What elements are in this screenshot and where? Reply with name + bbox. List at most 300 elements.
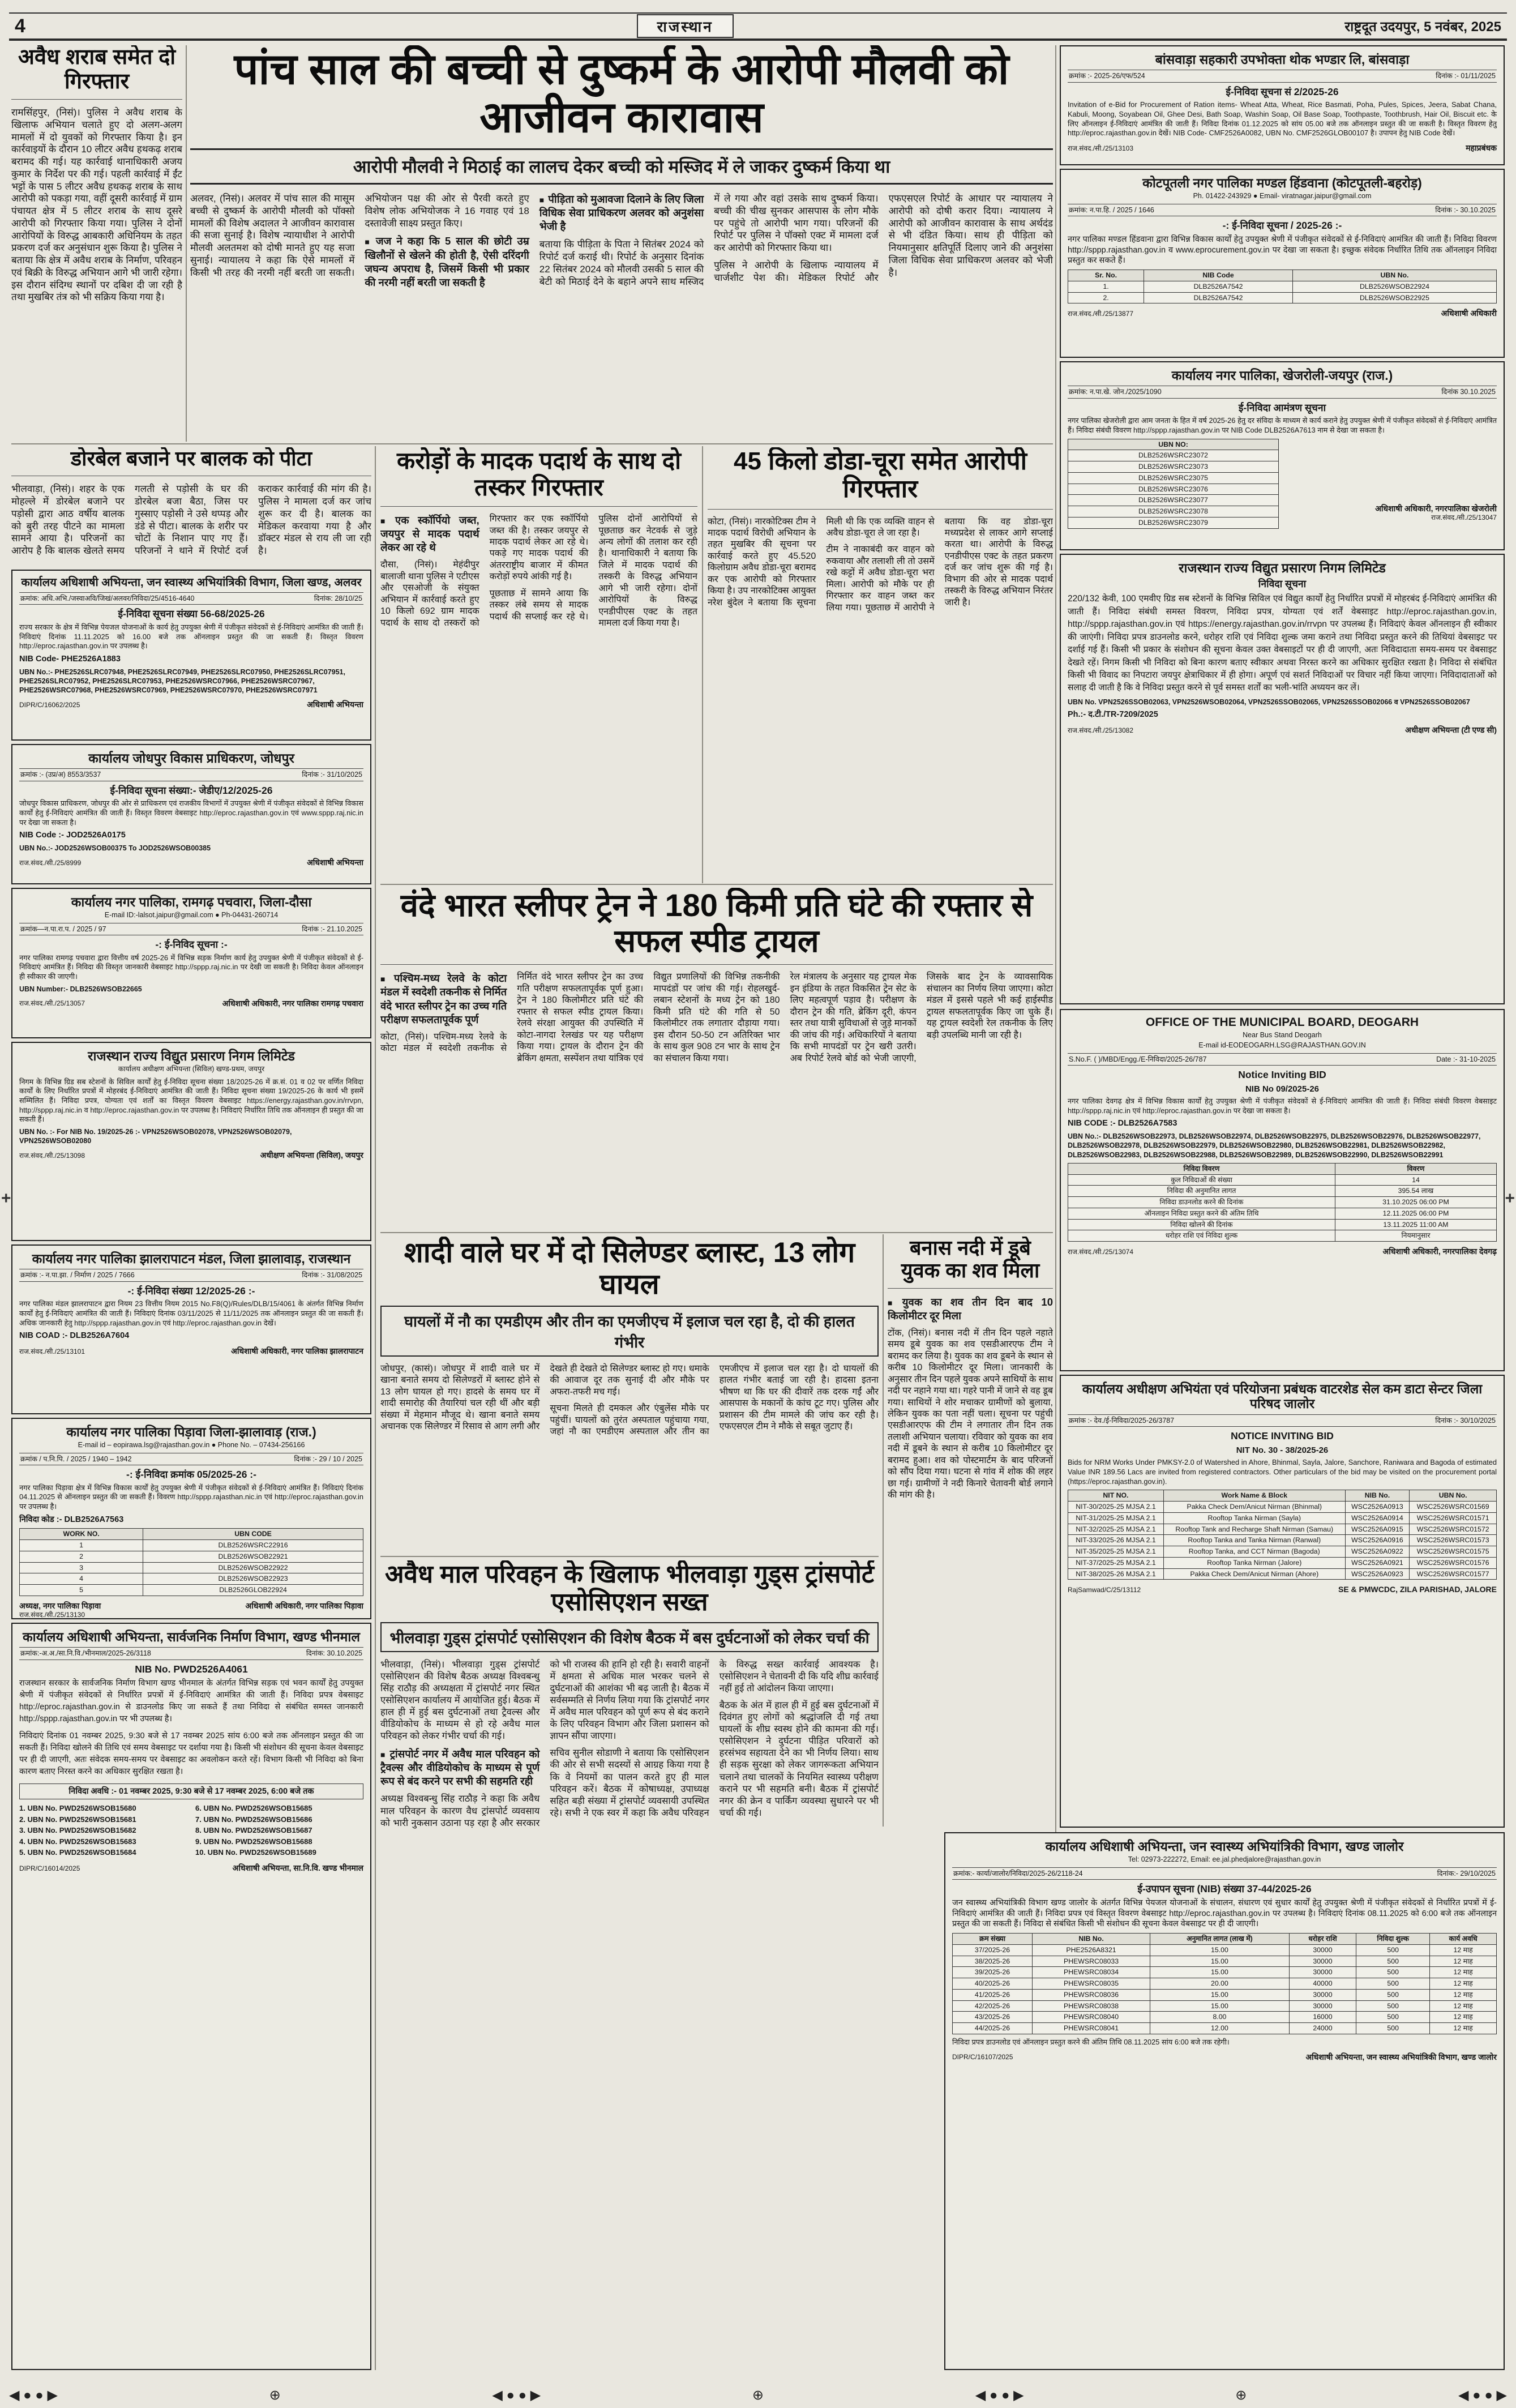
table-cell: 15.00 (1150, 1956, 1290, 1967)
table-cell: NIT-32/2025-25 MJSA 2.1 (1068, 1524, 1164, 1535)
notice-regno: राज.संवद./सी./25/13103 (1068, 144, 1134, 152)
notice-deogarh (1060, 1009, 1505, 1371)
notice-signatory-secondary: अध्यक्ष, नगर पालिका पिड़ावा (19, 1601, 101, 1610)
page-number: 4 (15, 15, 25, 37)
notice-ubn: UBN No. :- For NIB No. 19/2025-26 :- VPN2526WSOB02078, VPN2526WSOB02079, VPN2526WSOB02080 (19, 1127, 292, 1145)
lead-paragraph: पुलिस ने आरोपी के खिलाफ न्यायालय में चार्जशीट पेश की। मेडिकल रिपोर्ट और एफएसएल रिपोर्ट के आधार पर न्यायालय ने आरोपी को दोषी करार दिया। न्यायालय ने आरोपी को आजीवन कारावास के साथ अर्थदंड से भी दंडित किया। साथ ही पीड़िता को नियमानुसार क्षतिपूर्ति दिलाए जाने की अनुशंसा जिला विधिक सेवा प्राधिकरण अलवर को भेजी है। (714, 193, 1053, 283)
notice-subtitle: ई-उपापन सूचना (NIB) संख्या 37-44/2025-26 (1137, 1883, 1312, 1894)
table-cell: DLB2526GLOB22924 (143, 1585, 363, 1596)
notice-subtitle: ई-निविदा आमंत्रण सूचना (1238, 401, 1326, 413)
notice-signatory: अधिशाषी अभियन्ता (307, 700, 363, 709)
headline-rule (380, 964, 1053, 965)
notice-ubn: UBN No. VPN2526SSOB02063, VPN2526WSOB02064, VPN2526SSOB02065, VPN2526SSOB02066 व VPN2526SSOB02067 (1068, 698, 1470, 706)
table-header-cell: NIT NO. (1068, 1490, 1164, 1502)
article-body (380, 1659, 879, 1829)
notice-ref: क्रमांक—न.पा.रा.प. / 2025 / 97 (20, 925, 106, 933)
column-rule (375, 446, 376, 2370)
table-row (20, 1540, 363, 1551)
section-title: राजस्थान (637, 14, 734, 38)
notice-nit-number: NIT No. 30 - 38/2025-26 (1236, 1445, 1329, 1455)
print-marks (9, 2387, 1507, 2403)
lead-paragraph: बताया कि पीड़िता के पिता ने सितंबर 2024 को रिपोर्ट दर्ज कराई थी। रिपोर्ट के अनुसार दिनांक 22 सितंबर 2024 को मौलवी उसकी 5 साल की बेटी को मिठाई देने के बहाने अपने साथ मस्जिद में ले गया और वहां उसके साथ दुष्कर्म किया। बच्ची की चीख सुनकर आसपास के लोग मौके पर पहुंचे तो आरोपी भाग गया। परिजनों की रिपोर्ट पर पुलिस ने पॉक्सो एक्ट में मामला दर्ज कर आरोपी को गिरफ्तार किया था। (539, 193, 879, 287)
table-row (953, 2012, 1497, 2023)
headline-rule (11, 99, 182, 100)
notice-jalore-phed (944, 1832, 1505, 2370)
table-cell: 1 (20, 1540, 143, 1551)
bullet-square-icon: ■ (380, 974, 390, 984)
article-headline: डोरबेल बजाने पर बालक को पीटा (70, 447, 312, 470)
article-headline: अवैध शराब समेत दो गिरफ्तार (18, 45, 176, 93)
notice-regno: राज.संवद./सी./25/13082 (1068, 726, 1134, 734)
table-cell: DLB2526WSRC23075 (1068, 472, 1279, 484)
table-row (1068, 1535, 1497, 1546)
article-body (11, 483, 371, 559)
article-paragraph: टीम ने नाकाबंदी कर वाहन को रुकवाया और तलाशी ली तो उसमें रखे कट्टों में अवैध डोडा-चूरा भरा मिला। आरोपी को मौके पर ही गिरफ्तार कर वाहन जब्त कर लिया गया। पूछताछ में आरोपी ने बताया कि वह डोडा-चूरा मध्यप्रदेश से लाकर आगे सप्लाई करता था। आरोपी के विरुद्ध एनडीपीएस एक्ट के तहत प्रकरण दर्ज कर जांच शुरू की गई है। विभाग की ओर से मादक पदार्थ तस्करी के विरुद्ध अभियान निरंतर जारी है। (826, 516, 1053, 613)
notice-ref: क्रमांक :- न.पा.झा. / निर्माण / 2025 / 7666 (20, 1271, 135, 1280)
notice-pidawa (11, 1418, 371, 1619)
notice-regno: राज.संवद./सी./25/13098 (19, 1151, 85, 1160)
table-row (1068, 1230, 1497, 1242)
table-cell: PHEWSRC08035 (1033, 1978, 1150, 1990)
table-cell: 500 (1356, 1978, 1430, 1990)
table-header-cell: UBN No. (1410, 1490, 1497, 1502)
article-headline: करोड़ों के मादक पदार्थ के साथ दो तस्कर गिरफ्तार (397, 447, 681, 501)
notice-signatory: अधिशाषी अधिकारी, नगर पालिका रामगढ़ पचवारा (222, 998, 363, 1008)
notice-contact: E-mail ID:-lalsot.jaipur@gmail.com ● Ph-04431-260714 (104, 911, 279, 919)
registration-mark: + (1505, 1189, 1515, 1208)
notice-note: निविदा प्रपत्र डाउनलोड एवं ऑनलाइन प्रस्तुत करने की अंतिम तिथि 08.11.2025 सांय 6:00 बजे तक रहेगी। (952, 2037, 1230, 2046)
list-item: 6. UBN No. PWD2526WSOB15685 (195, 1804, 312, 1813)
article-dorbel (11, 447, 371, 566)
table-cell: 500 (1356, 2023, 1430, 2034)
table-cell: 15.00 (1150, 1944, 1290, 1956)
article-headline: अवैध माल परिवहन के खिलाफ भीलवाड़ा गुड्स ट्रांसपोर्ट एसोसिएशन सख्त (384, 1560, 875, 1616)
table-header-cell: कार्य अवधि (1430, 1934, 1497, 1945)
table-cell: 30000 (1289, 2000, 1356, 2012)
notice-title: कार्यालय अधिशाषी अभियन्ता, जन स्वास्थ्य अभियांत्रिकी विभाग, खण्ड जालोर (1045, 1839, 1404, 1854)
notice-nib-number: NIB No 09/2025-26 (1245, 1084, 1320, 1094)
table-cell: PHEWSRC08038 (1033, 2000, 1150, 2012)
table-cell: कुल निविदाओं की संख्या (1068, 1174, 1335, 1186)
table-cell: PHEWSRC08034 (1033, 1967, 1150, 1978)
table-header-cell: Work Name & Block (1163, 1490, 1345, 1502)
article-bullet-text: युवक का शव तीन दिन बाद 10 किलोमीटर दूर मिला (888, 1295, 1053, 1321)
table-cell: धरोहर राशि एवं निविदा शुल्क (1068, 1230, 1335, 1242)
table-cell: PHEWSRC08040 (1033, 2012, 1150, 2023)
table-row (1068, 517, 1279, 528)
table-cell: 15.00 (1150, 1989, 1290, 2000)
table-header-cell: NIB No. (1033, 1934, 1150, 1945)
table-cell: 12.00 (1150, 2023, 1290, 2034)
notice-subtitle: निविदा सूचना (1258, 578, 1307, 590)
table-cell: DLB2526A7542 (1144, 281, 1293, 292)
notice-rvpn-left (11, 1042, 371, 1241)
list-item: ⊕ (269, 2388, 281, 2403)
notice-ramgarh-pachwara (11, 888, 371, 1038)
table-row (1068, 461, 1279, 473)
table-cell: WSC2526WSRC01569 (1410, 1502, 1497, 1513)
notice-regno: राज.संवद./सी./25/13047 (1431, 513, 1497, 521)
notice-date: दिनांक:- 29/10/2025 (1437, 1869, 1496, 1877)
notice-ref-line (19, 923, 363, 935)
article-headline: 45 किलो डोडा-चूरा समेत आरोपी गिरफ्तार (734, 447, 1027, 503)
list-item: ⊕ (752, 2388, 764, 2403)
notice-body: राजस्थान सरकार के सार्वजनिक निर्माण विभाग खण्ड भीनमाल के अंतर्गत विभिन्न सड़क एवं भवन कार्यों हेतु उपयुक्त श्रेणी में पंजीकृत संवेदकों से निर्धारित प्रपत्रों में ई-निविदाएं आमंत्रित की जाती हैं। निविदा प्रपत्र वेबसाइट http://eproc.rajasthan.gov.in से डाउनलोड किए जा सकते हैं तथा निविदा से संबंधित समस्त जानकारी http://sppp.rajasthan.gov.in पर भी उपलब्ध है। (19, 1679, 363, 1724)
table-header-cell: निविदा शुल्क (1356, 1934, 1430, 1945)
notice-body: राज्य सरकार के क्षेत्र में विभिन्न पेयजल योजनाओं के कार्य हेतु उपयुक्त श्रेणी में पंजीकृत संवेदकों से ई-निविदाएं आमंत्रित की जाती हैं। निविदाएं दिनांक 11.11.2025 को 16.00 बजे तक ऑनलाइन प्रस्तुत की जा सकती हैं। विस्तृत विवरण http://eproc.rajasthan.gov.in पर उपलब्ध है। (19, 623, 363, 651)
bullet-square-icon: ■ (888, 1298, 898, 1307)
notice-jodhpur-jda (11, 744, 371, 884)
notice-title: राजस्थान राज्य विद्युत प्रसारण निगम लिमिटेड (1179, 561, 1386, 575)
notice-date: दिनांक :- 29 / 10 / 2025 (294, 1455, 362, 1463)
notice-alwar-phed (11, 570, 371, 741)
article-paragraph: भीलवाड़ा, (निसं)। भीलवाड़ा गुड्स ट्रांसपोर्ट एसोसिएशन की विशेष बैठक अध्यक्ष विश्वबन्धु सिंह राठौड़ की अध्यक्षता में ट्रांसपोर्ट नगर स्थित एसोसिएशन कार्यालय में आयोजित हुई। बैठक में हाल ही में हुई बस दुर्घटनाओं तथा ट्रैवल्स और वीडियोकोच के माध्यम से हो रहे अवैध माल परिवहन को लेकर गंभीर चर्चा की गई। (380, 1659, 540, 1742)
notice-subtitle: ई-निविदा सूचना संख्या:- जेडीए/12/2025-26 (110, 784, 273, 796)
table-cell: 30000 (1289, 1956, 1356, 1967)
table-cell: 500 (1356, 1989, 1430, 2000)
table-cell: 12 माह (1430, 2012, 1497, 2023)
notice-title: कार्यालय अधीक्षण अभियंता एवं परियोजना प्रबंधक वाटरशेड सेल कम डाटा सेन्टर जिला परिषद जालोर (1082, 1382, 1483, 1412)
article-lead (190, 45, 1053, 442)
section-rule (380, 1556, 879, 1557)
article-subhead: भीलवाड़ा गुड्स ट्रांसपोर्ट एसोसिएशन की विशेष बैठक में बस दुर्घटनाओं को लेकर चर्चा की (380, 1622, 879, 1652)
notice-kotputli (1060, 169, 1505, 358)
notice-schedule: निविदा अवधि :- 01 नवम्बर 2025, 9:30 बजे से 17 नवम्बर 2025, 6:00 बजे तक (19, 1783, 363, 1800)
notice-regno: राज.संवद./सी./25/13074 (1068, 1247, 1134, 1256)
table-cell: NIT-30/2025-25 MJSA 2.1 (1068, 1502, 1164, 1513)
table-row (953, 2000, 1497, 2012)
notice-title: कार्यालय नगर पालिका, खेजरोली-जयपुर (राज.) (1171, 368, 1393, 383)
table-header-cell: UBN CODE (143, 1529, 363, 1540)
notice-title: कार्यालय अधिशाषी अभियन्ता, जन स्वास्थ्य अभियांत्रिकी विभाग, जिला खण्ड, अलवर (21, 576, 362, 589)
article-bullet-text: पश्चिम-मध्य रेलवे के कोटा मंडल में स्वदेशी तकनीक से निर्मित वंदे भारत स्लीपर ट्रेन का उच्च गति परीक्षण सफलतापूर्वक पूर्ण (380, 972, 507, 1025)
notice-bhinmal-pwd (11, 1623, 371, 2370)
notice-contact: Ph. 01422-243929 ● Email- viratnagar.jaipur@gmail.com (1193, 192, 1372, 200)
notice-regno: DIPR/C/16062/2025 (19, 701, 80, 709)
table-cell: 40/2025-26 (953, 1978, 1033, 1990)
table-cell: 30000 (1289, 1967, 1356, 1978)
table-cell: PHE2526A8321 (1033, 1944, 1150, 1956)
table-row (1068, 450, 1279, 461)
notice-table (1068, 439, 1279, 529)
notice-date: दिनांक :- 30/10/2025 (1435, 1416, 1496, 1425)
table-cell: 4 (20, 1573, 143, 1585)
notice-nib-code: निविदा कोड :- DLB2526A7563 (19, 1515, 124, 1524)
table-cell: WSC2526A0915 (1345, 1524, 1410, 1535)
table-header-cell: UBN No. (1292, 270, 1496, 281)
table-row (953, 1989, 1497, 2000)
article-headline: शादी वाले घर में दो सिलेण्डर ब्लास्ट, 13 लोग घायल (404, 1237, 855, 1300)
article-bullet-text: एक स्कॉर्पियो जब्त, जयपुर से मादक पदार्थ लेकर आ रहे थे (380, 514, 479, 554)
table-header-cell: विवरण (1335, 1163, 1496, 1174)
notice-ref-line (1068, 1414, 1497, 1427)
article-headline: वंदे भारत स्लीपर ट्रेन ने 180 किमी प्रति घंटे की रफ्तार से सफल स्पीड ट्रायल (400, 888, 1033, 959)
table-cell: नियमानुसार (1335, 1230, 1496, 1242)
table-cell: 12 माह (1430, 2000, 1497, 2012)
article-body (708, 516, 1053, 614)
notice-table (1068, 270, 1497, 303)
article-paragraph: अध्यक्ष विश्वबन्धु सिंह राठौड़ ने कहा कि अवैध माल परिवहन के कारण वैध ट्रांसपोर्ट व्यवसाय को भारी नुकसान उठाना पड़ रहा है और सरकार को भी राजस्व की हानि हो रही है। सवारी वाहनों में क्षमता से अधिक माल भरकर चलने से दुर्घटनाओं की आशंका भी बढ़ जाती है। बैठक में सर्वसम्मति से निर्णय लिया गया कि ट्रांसपोर्ट नगर में अवैध माल परिवहन को पूर्ण रूप से बंद कराने के लिए परिवहन विभाग और जिला प्रशासन को ज्ञापन सौंपा जाएगा। (380, 1659, 709, 1828)
article-paragraph: कोटा, (निसं)। नारकोटिक्स टीम ने मादक पदार्थ विरोधी अभियान के तहत मुखबिर की सूचना पर कार्रवाई करते हुए 45.520 किलोग्राम अवैध डोडा-चूरा बरामद कर एक आरोपी को गिरफ्तार किया है। उप नारकोटिक्स आयुक्त नरेश बुंदेल ने बताया कि सूचना मिली थी कि एक व्यक्ति वाहन से अवैध डोडा-चूरा ले जा रहा है। (708, 516, 935, 608)
notice-rvpn-right (1060, 554, 1505, 1004)
article-paragraph: दौसा, (निसं)। मेहंदीपुर बालाजी थाना पुलिस ने एटीएस और एसओजी के संयुक्त अभियान में कार्रवाई करते हुए 10 किलो 692 ग्राम मादक पदार्थ के साथ दो तस्करों को गिरफ्तार कर एक स्कॉर्पियो जब्त की है। तस्कर जयपुर से मादक पदार्थ लेकर आ रहे थे। पकड़े गए मादक पदार्थ की अंतरराष्ट्रीय बाजार में कीमत करोड़ों रुपये आंकी गई है। (380, 514, 589, 628)
bullet-square-icon: ■ (380, 516, 392, 526)
headline-rule (888, 1288, 1053, 1289)
table-cell: 12 माह (1430, 1956, 1497, 1967)
notice-signatory: महाप्रबंधक (1466, 143, 1497, 152)
table-row (953, 1978, 1497, 1990)
table-cell: WSC2526A0922 (1345, 1546, 1410, 1558)
table-cell: Rooftop Tank and Recharge Shaft Nirman (Samau) (1163, 1524, 1345, 1535)
table-cell: 12 माह (1430, 1944, 1497, 1956)
table-cell: DLB2526WSOB22922 (143, 1562, 363, 1573)
notice-subtitle: -: ई-निविदा संख्या 12/2025-26 :- (127, 1285, 255, 1297)
table-cell: ऑनलाइन निविदा प्रस्तुत करने की अंतिम तिथि (1068, 1208, 1335, 1219)
ubn-list (19, 1803, 363, 1858)
article-drugs (380, 447, 697, 883)
headline-rule (380, 506, 697, 507)
ubn-table (1068, 435, 1279, 529)
notice-body: जन स्वास्थ्य अभियांत्रिकी विभाग खण्ड जालोर के अंतर्गत विभिन्न पेयजल योजनाओं के संचालन, संधारण एवं सुधार कार्यों हेतु उपयुक्त श्रेणी में पंजीकृत संवेदकों से निर्धारित प्रपत्रों में ई-निविदाएं आमंत्रित की जाती हैं। निविदा प्रपत्र एवं विस्तृत विवरण वेबसाइट http://eproc.rajasthan.gov.in पर उपलब्ध है। निविदाएं दिनांक 08.11.2025 को 6:00 बजे तक ऑनलाइन प्रस्तुत की जा सकती हैं। निविदा से संबंधित किसी भी संशोधन की सूचना केवल वेबसाइट पर ही दी जाएगी। (952, 1898, 1497, 1929)
article-bullet-text: ट्रांसपोर्ट नगर में अवैध माल परिवहन को ट्रैवल्स और वीडियोकोच के माध्यम से पूर्ण रूप से बंद करने पर सभी की सहमति रही (380, 1748, 540, 1787)
notice-date: दिनांक :- 01/11/2025 (1436, 72, 1496, 80)
notice-body: Bids for NRM Works Under PMKSY-2.0 of Watershed in Ahore, Bhinmal, Sayla, Jalore, Sanchore, Raniwara and Bagoda of estimated Value INR 189.56 Lacs are invited from registered contractors. Other particulars of the bid may be visited on the procurement portal (https://eproc.rajasthan.gov.in). (1068, 1458, 1497, 1486)
table-cell: DLB2526A7542 (1144, 292, 1293, 303)
table-row (1068, 281, 1497, 292)
table-header-cell: क्रम संख्या (953, 1934, 1033, 1945)
table-cell: 395.54 लाख (1335, 1186, 1496, 1197)
table-cell: 13.11.2025 11:00 AM (1335, 1219, 1496, 1230)
table-cell: WSC2526A0921 (1345, 1557, 1410, 1568)
article-body (380, 1363, 879, 1438)
notice-regno: राज.संवद./सी./25/8999 (19, 859, 82, 867)
table-header-cell: NIB Code (1144, 270, 1293, 281)
article-banas (888, 1237, 1053, 1827)
table-cell: NIT-33/2025-26 MJSA 2.1 (1068, 1535, 1164, 1546)
nib-ubn-table (1068, 270, 1497, 303)
table-row (1068, 472, 1279, 484)
table-row (953, 1967, 1497, 1978)
table-cell: WSC2526WSRC01577 (1410, 1568, 1497, 1580)
list-item: ◀ ● ● ▶ (492, 2388, 541, 2403)
table-row (20, 1551, 363, 1562)
table-cell: 24000 (1289, 2023, 1356, 2034)
lead-paragraph: अलवर, (निसं)। अलवर में पांच साल की मासूम बच्ची से दुष्कर्म के आरोपी मौलवी को पॉक्सो मामलों की विशेष अदालत ने आजीवन कारावास की सजा सुनाई है। विशेष न्यायाधीश ने आरोपी मौलवी अलतमश को दोषी मानते हुए यह सजा सुनाई। न्यायालय ने कहा कि ऐसे मामलों में किसी भी तरह की नरमी नहीं बरती जा सकती। अभियोजन पक्ष की ओर से पैरवी करते हुए विशेष लोक अभियोजक ने 16 गवाह एवं 18 दस्तावेजी साक्ष्य प्रस्तुत किए। (190, 193, 529, 278)
lead-bullet (365, 234, 529, 289)
table-row (1068, 495, 1279, 506)
article-sharab (11, 45, 182, 442)
table-cell: 20.00 (1150, 1978, 1290, 1990)
article-paragraph: कोटा, (निसं)। पश्चिम-मध्य रेलवे के कोटा मंडल में स्वदेशी तकनीक से निर्मित वंदे भारत स्लीपर ट्रेन का उच्च गति परीक्षण सफलतापूर्वक पूर्ण हुआ। ट्रेन ने 180 किलोमीटर प्रति घंटे की रफ्तार से सफल स्पीड ट्रायल किया। रेलवे संरक्षा आयुक्त की उपस्थिति में कोटा-नागदा रेलखंड पर यह परीक्षण किया गया। ट्रायल के दौरान ट्रेन की ब्रेकिंग क्षमता, सस्पेंशन तथा यांत्रिक एवं विद्युत प्रणालियों की विभिन्न तकनीकी मापदंडों पर जांच की गई। रोहलखुर्द-लबान स्टेशनों के मध्य ट्रेन को 180 किमी प्रति घंटे की गति से 50 किलोमीटर तक लगातार दौड़ाया गया। इस दौरान 50-50 टन अतिरिक्त भार के साथ कुल 908 टन भार के साथ ट्रेन का संचालन किया गया। (380, 972, 780, 1063)
article-paragraph: भीलवाड़ा, (निसं)। शहर के एक मोहल्ले में डोरबेल बजाने पर पड़ोसी द्वारा आठ वर्षीय बालक को बुरी तरह पीटने का मामला सामने आया है। परिजनों का आरोप है कि बालक खेलते समय गलती से पड़ोसी के घर की डोरबेल बजा बैठा, जिस पर गुस्साए पड़ोसी ने उसे थप्पड़ और डंडे से पीटा। बालक के शरीर पर चोटों के निशान पाए गए हैं। परिजनों ने थाने में रिपोर्ट दर्ज कराकर कार्रवाई की मांग की है। पुलिस ने मामला दर्ज कर जांच शुरू कर दी है। बालक का मेडिकल करवाया गया है और डॉक्टर मंडल से राय ली जा रही है। (11, 484, 371, 557)
nib-works-table (952, 1933, 1497, 2034)
table-row (1068, 1174, 1497, 1186)
table-cell: निविदा डाउनलोड करने की दिनांक (1068, 1197, 1335, 1208)
registration-mark: + (1, 1189, 11, 1208)
table-row (953, 1944, 1497, 1956)
notice-subtitle: ई-निविदा सूचना सं 2/2025-26 (1226, 85, 1339, 97)
notice-subtitle: ई-निविदा सूचना संख्या 56-68/2025-26 (118, 608, 265, 620)
notice-regno: राज.संवद./सी./25/13057 (19, 999, 85, 1008)
notice-title: कार्यालय अधिशाषी अभियन्ता, सार्वजनिक निर्माण विभाग, खण्ड भीनमाल (23, 1629, 360, 1644)
article-body (11, 106, 182, 303)
notice-title: कार्यालय नगर पालिका, रामगढ़ पचवारा, जिला-दौसा (71, 895, 312, 909)
table-cell: DLB2526WSOB22925 (1292, 292, 1496, 303)
table-cell: 31.10.2025 06:00 PM (1335, 1197, 1496, 1208)
list-item: 8. UBN No. PWD2526WSOB15687 (195, 1826, 312, 1835)
table-cell: NIT-31/2025-25 MJSA 2.1 (1068, 1512, 1164, 1524)
notice-ref: क्रमांक: न.पा.हि. / 2025 / 1646 (1069, 206, 1154, 214)
table-cell: निविदा खोलने की दिनांक (1068, 1219, 1335, 1230)
notice-signatory: अधीक्षण अभियन्ता (सिविल), जयपुर (260, 1150, 363, 1160)
column-rule (186, 45, 187, 442)
notice-ubn: UBN No.:- DLB2526WSOB22973, DLB2526WSOB22974, DLB2526WSOB22975, DLB2526WSOB22976, DLB2526WSOB22977, DLB2526WSOB22978, DLB2526WSOB22979, DLB2526WSOB22980, DLB2526WSOB22981, DLB2526WSOB22982, DLB2526WSOB22983, DLB2526WSOB22988, DLB2526WSOB22989, DLB2526WSOB22990, DLB2526WSOB22991 (1068, 1132, 1481, 1159)
notice-date: Date :- 31-10-2025 (1436, 1055, 1496, 1063)
column-rule (702, 446, 703, 883)
article-body (380, 514, 697, 630)
notice-title: बांसवाड़ा सहकारी उपभोक्ता थोक भण्डार लि, बांसवाड़ा (1155, 52, 1410, 67)
notice-address: कार्यालय अधीक्षण अभियन्ता (सिविल) खण्ड-प्रथम, जयपुर (118, 1065, 265, 1073)
table-cell: 40000 (1289, 1978, 1356, 1990)
table-cell: 14 (1335, 1174, 1496, 1186)
table-cell: WSC2526WSRC01571 (1410, 1512, 1497, 1524)
table-row (953, 2023, 1497, 2034)
notice-date: दिनांक :- 30.10.2025 (1435, 206, 1496, 214)
notice-date: दिनांक 30.10.2025 (1441, 388, 1496, 396)
table-cell: WSC2526WSRC01575 (1410, 1546, 1497, 1558)
table-row (20, 1562, 363, 1573)
table-cell: DLB2526WSOB22924 (1292, 281, 1496, 292)
notice-ref: क्रमांक: अधि.अभि./जस्वाअवि/जिखं/अलवर/निविदा/25/4516-4640 (20, 594, 195, 602)
notice-contact: E-mail id – eopirawa.lsg@rajasthan.gov.in ● Phone No. – 07434-256166 (78, 1441, 305, 1449)
table-cell: Pakka Check Dem/Anicut Nirman (Bhinmal) (1163, 1502, 1345, 1513)
table-cell: 12 माह (1430, 1989, 1497, 2000)
article-paragraph: रामसिंहपुर, (निसं)। पुलिस ने अवैध शराब के खिलाफ अभियान चलाते हुए दो अलग-अलग मामलों में दो युवकों को गिरफ्तार किया है। इन कार्रवाइयों के दौरान 10 लीटर अवैध हथकढ़ शराब बरामद की गई। यह कार्रवाई थानाधिकारी अजय कुमार के निर्देश पर की गई। पहली कार्रवाई में ईंट भट्टों के पास 5 लीटर अवैध हथकढ़ शराब के साथ आरोपी को पकड़ा गया, वहीं दूसरी कार्रवाई में ग्राम पंचायत क्षेत्र में 5 लीटर शराब के साथ दूसरे आरोपी को गिरफ्तार किया गया। पुलिस ने दोनों आरोपियों के विरुद्ध आबकारी अधिनियम के तहत प्रकरण दर्ज कर अनुसंधान शुरू किया है। पुलिस ने बताया कि क्षेत्र में अवैध शराब के निर्माण, परिवहन एवं बिक्री के विरुद्ध अभियान आगे भी जारी रहेगा। इस दौरान संदिग्ध स्थानों पर दबिश दी जा रही है तथा मुखबिर तंत्र को भी सक्रिय किया गया है। (11, 107, 182, 303)
notice-address: Near Bus Stand Deogarh (1243, 1031, 1322, 1040)
notice-subtitle: -: ई-निविद सूचना :- (155, 938, 228, 950)
table-row (20, 1573, 363, 1585)
lead-bullet-text: जज ने कहा कि 5 साल की छोटी उम्र खिलौनों से खेलने की होती है, ऐसी दरिंदगी जघन्य अपराध है, जिसमें किसी भी प्रकार की नरमी नहीं बरती जा सकती है (365, 235, 529, 288)
article-paragraph: टोंक, (निसं)। बनास नदी में तीन दिन पहले नहाते समय डूबे युवक का शव एसडीआरएफ टीम ने बरामद कर लिया है। युवक का शव डूबने के स्थान से करीब 10 किलोमीटर दूर मिला। जानकारी के अनुसार तीन दिन पहले युवक अपने साथियों के साथ नदी पर नहाने गया था। गहरे पानी में जाने से वह डूब गया। साथियों ने शोर मचाकर ग्रामीणों को बुलाया, लेकिन युवक का पता नहीं चला। सूचना पर पहुंची एसडीआरएफ की टीम ने लगातार तीन दिन तक तलाशी अभियान चलाया। रविवार को युवक का शव नदी में डूबने के स्थान से करीब 10 किलोमीटर दूर बरामद हुआ। शव को पोस्टमार्टम के बाद परिजनों को सौंप दिया गया। घटना से गांव में शोक की लहर छा गई। ग्रामीणों ने नदी किनारे चेतावनी बोर्ड लगाने की मांग की है। (888, 1328, 1053, 1500)
table-cell: DLB2526WSRC23073 (1068, 461, 1279, 473)
table-cell: 39/2025-26 (953, 1967, 1033, 1978)
article-bullet (380, 514, 479, 554)
notice-ref-line (19, 1453, 363, 1465)
table-cell: 38/2025-26 (953, 1956, 1033, 1967)
table-cell: 2 (20, 1551, 143, 1562)
notice-jhalrapatan (11, 1244, 371, 1414)
table-cell: PHEWSRC08041 (1033, 2023, 1150, 2034)
notice-body: नगर पालिका रामगढ़ पचवारा द्वारा वित्तीय वर्ष 2025-26 में विभिन्न सड़क निर्माण कार्य हेतु उपयुक्त श्रेणी में पंजीकृत संवेदकों से ई-निविदाएं आमंत्रित हैं। निविदा की विस्तृत जानकारी वेबसाइट http://sppp.raj.nic.in पर देखी जा सकती है। निविदा केवल ऑनलाइन ही स्वीकार की जाएगी। (19, 953, 363, 981)
table-cell: PHEWSRC08033 (1033, 1956, 1150, 1967)
table-cell: NIT-38/2025-26 MJSA 2.1 (1068, 1568, 1164, 1580)
notice-subtitle: -: ई-निविदा सूचना / 2025-26 :- (1222, 219, 1342, 231)
notice-ref: क्रमांक:- कार्या/जालोर/निविदा/2025-26/2118-24 (953, 1869, 1083, 1877)
table-cell: 500 (1356, 1956, 1430, 1967)
table-cell: 12 माह (1430, 2023, 1497, 2034)
notice-date: दिनांक: 28/10/25 (314, 594, 362, 602)
notice-ubn: UBN No.:- JOD2526WSOB00375 To JOD2526WSOB00385 (19, 844, 211, 853)
headline-rule (708, 509, 1053, 510)
notice-body2: निविदाएं दिनांक 01 नवम्बर 2025, 9:30 बजे से 17 नवम्बर 2025 सांय 6:00 बजे तक ऑनलाइन प्रस्तुत की जा सकती हैं। निविदा खोलने की तिथि एवं समय वेबसाइट पर दर्शाया गया है। किसी भी संशोधन की सूचना केवल वेबसाइट पर ही दी जाएगी, अतः संवेदक समय-समय पर वेबसाइट का अवलोकन करते रहें। विभाग किसी भी निविदा को बिना कारण बताए निरस्त करने का अधिकार सुरक्षित रखता है। (19, 1731, 363, 1776)
table-cell: 12 माह (1430, 1978, 1497, 1990)
table-cell: DLB2526WSRC23078 (1068, 506, 1279, 517)
notice-body: निगम के विभिन्न ग्रिड सब स्टेशनों के सिविल कार्यों हेतु ई-निविदा सूचना संख्या 18/2025-26 में क्र.सं. 01 व 02 पर वर्णित निविदा कार्यों के लिए निर्धारित प्रपत्रों में मोहरबंद ई-निविदाएं आमंत्रित की जाती हैं। निविदा सूचना संख्या 19/2025-26 के कार्य भी इसमें सम्मिलित हैं। निविदा प्रपत्र, योग्यता एवं शर्तों का विस्तृत विवरण वेबसाइट https://energy.rajasthan.gov.in/rrvpn, http://sppp.raj.nic.in व http://eproc.rajasthan.gov.in पर उपलब्ध है। निविदाएं निर्धारित तिथि तक ऑनलाइन ही प्रस्तुत की जा सकती हैं। (19, 1077, 363, 1124)
table-cell: WSC2526A0923 (1345, 1568, 1410, 1580)
table-row (1068, 484, 1279, 495)
table-cell: 30000 (1289, 1944, 1356, 1956)
table-cell: 44/2025-26 (953, 2023, 1033, 2034)
notice-date: दिनांक :- 31/10/2025 (302, 771, 362, 779)
bid-schedule-table (1068, 1163, 1497, 1242)
table-row (1068, 1546, 1497, 1558)
work-ubn-table (19, 1528, 363, 1596)
article-headline: बनास नदी में डूबे युवक का शव मिला (901, 1237, 1040, 1282)
table-cell: 43/2025-26 (953, 2012, 1033, 2023)
table-row (20, 1585, 363, 1596)
list-item: 10. UBN No. PWD2526WSOB15689 (195, 1848, 316, 1857)
notice-title: कोटपूतली नगर पालिका मण्डल हिंडवाना (कोटपूतली-बहरोड़) (1142, 176, 1422, 190)
notice-table (1068, 1163, 1497, 1242)
lead-bullet-text: पीड़िता को मुआवजा दिलाने के लिए जिला विधिक सेवा प्राधिकरण अलवर को अनुशंसा भेजी है (539, 193, 704, 233)
notice-nib-code: NIB CODE :- DLB2526A7583 (1068, 1119, 1177, 1128)
masthead (9, 12, 1507, 41)
notice-subtitle: -: ई-निविदा क्रमांक 05/2025-26 :- (126, 1468, 256, 1480)
notice-ref-line (1068, 204, 1497, 216)
article-body (380, 972, 1053, 1064)
table-cell: WSC2526A0914 (1345, 1512, 1410, 1524)
table-row (1068, 292, 1497, 303)
table-row (1068, 1186, 1497, 1197)
notice-date: दिनांक :- 31/08/2025 (302, 1271, 362, 1280)
notice-ubn: UBN No.:- PHE2526SLRC07948, PHE2526SLRC07949, PHE2526SLRC07950, PHE2526SLRC07951, PHE2526SLRC07952, PHE2526SLRC07953, PHE2526WSRC07966, PHE2526WSRC07967, PHE2526WSRC07968, PHE2526WSRC07969, PHE2526WSRC07970, PHE2526WSRC07971 (19, 668, 345, 695)
notice-regno: राज.संवद./सी./25/13877 (1068, 310, 1134, 318)
table-cell: WSC2526WSRC01573 (1410, 1535, 1497, 1546)
section-rule (11, 443, 1053, 444)
notice-signatory: अधिशाषी अधिकारी, नगर पालिका झालरापाटन (231, 1346, 363, 1356)
table-cell: 500 (1356, 1944, 1430, 1956)
lead-body (190, 193, 1053, 289)
article-blast (380, 1237, 879, 1554)
notice-ref: क्रमांक :- देव./ई-निविदा/2025-26/3787 (1069, 1416, 1175, 1425)
table-cell: WSC2526WSRC01576 (1410, 1557, 1497, 1568)
notice-title: कार्यालय जोधपुर विकास प्राधिकरण, जोधपुर (88, 751, 294, 765)
notice-table (1068, 1490, 1497, 1580)
notice-signatory: अधिशाषी अधिकारी, नगरपालिका देवगढ़ (1382, 1247, 1497, 1256)
table-header-cell: अनुमानित लागत (लाख में) (1150, 1934, 1290, 1945)
article-doda (708, 447, 1053, 883)
lead-bullet (539, 193, 704, 233)
notice-ref-line (1068, 70, 1497, 82)
notice-signatory: अधीक्षण अभियन्ता (टी एण्ड सी) (1405, 725, 1497, 735)
article-bullet (380, 972, 507, 1026)
notice-nib-code: NIB COAD :- DLB2526A7604 (19, 1331, 130, 1341)
table-row (1068, 1568, 1497, 1580)
notice-ref: S.No.F. ( )/MBD/Engg./E-निविदा/2025-26/787 (1069, 1055, 1207, 1063)
table-cell: Rooftop Tanka Nirman (Jalore) (1163, 1557, 1345, 1568)
notice-title: राजस्थान राज्य विद्युत प्रसारण निगम लिमिटेड (88, 1049, 295, 1063)
notice-body: नगर पालिका खेजरोली द्वारा आम जनता के हित में वर्ष 2025-26 हेतु दर संविदा के माध्यम से कार्य कराने हेतु उपयुक्त श्रेणी में पंजीकृत संवेदकों से ई-निविदाएं आमंत्रित हैं। निविदा संबंधी विवरण http://sppp.rajasthan.gov.in पर NIB Code DLB2526A7613 नाम से देखा जा सकता है। (1068, 416, 1497, 435)
notice-nib-code: NIB Code :- JOD2526A0175 (19, 831, 126, 840)
notice-ref-line (19, 592, 363, 605)
table-header-cell: WORK NO. (20, 1529, 143, 1540)
notice-nib-number: NIB No. PWD2526A4061 (135, 1663, 248, 1675)
article-subhead: घायलों में नौ का एमडीएम और तीन का एमजीएच में इलाज चल रहा है, दो की हालत गंभीर (380, 1306, 879, 1357)
table-cell: NIT-35/2025-25 MJSA 2.1 (1068, 1546, 1164, 1558)
table-cell: PHEWSRC08036 (1033, 1989, 1150, 2000)
table-cell: 12 माह (1430, 1967, 1497, 1978)
notice-jalore-nit (1060, 1375, 1505, 1828)
